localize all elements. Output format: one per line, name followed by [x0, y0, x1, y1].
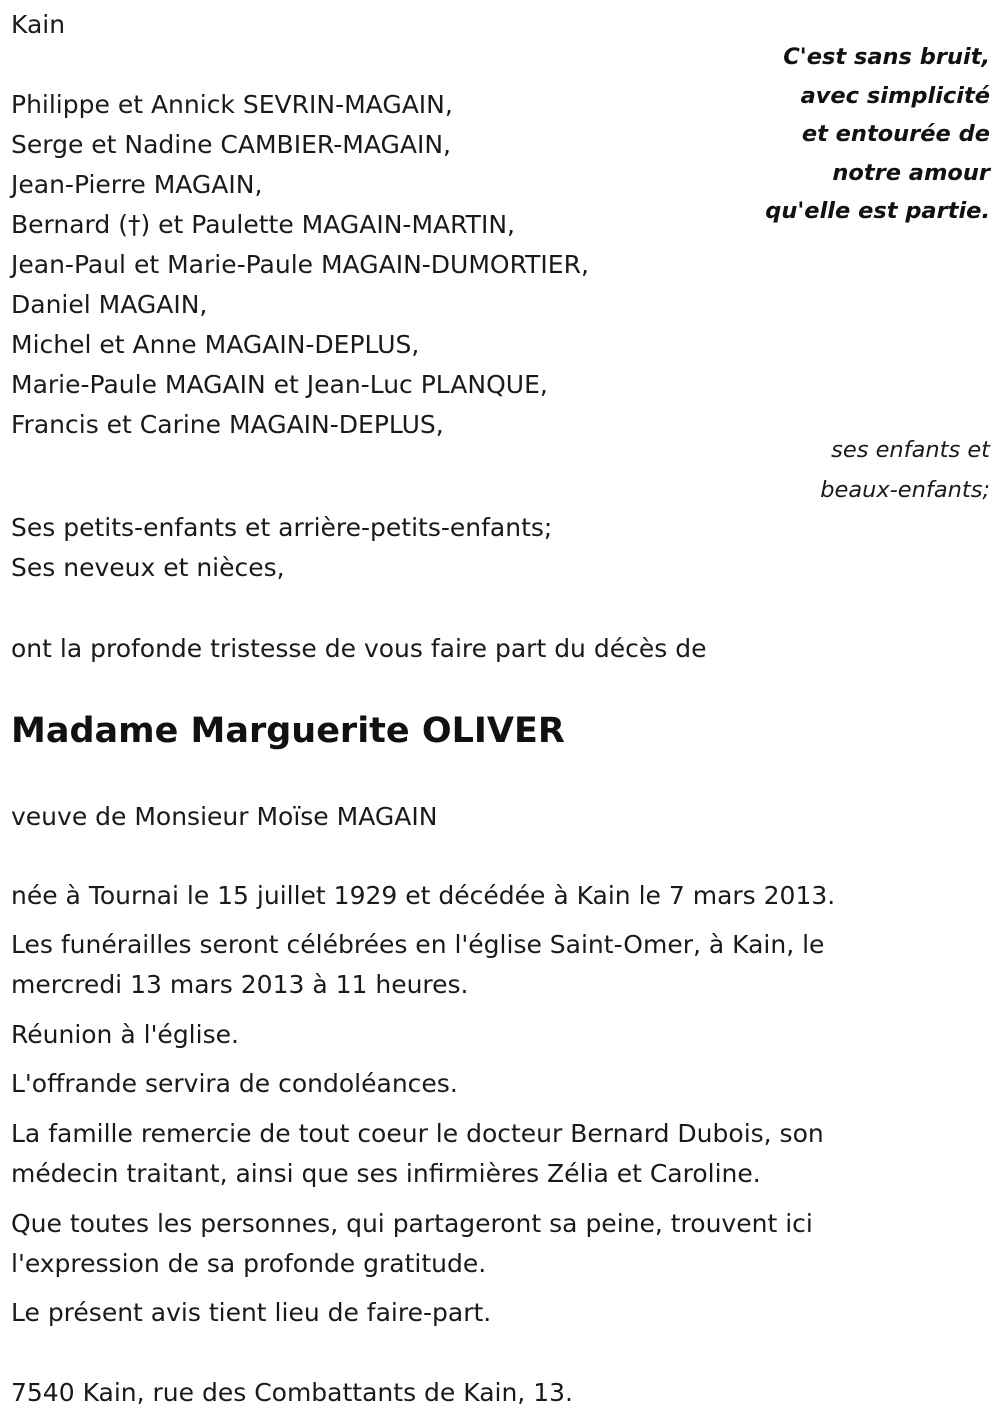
family-member: Francis et Carine MAGAIN-DEPLUS, [11, 410, 444, 439]
family-member: Serge et Nadine CAMBIER-MAGAIN, [11, 130, 451, 159]
family-member: Jean-Pierre MAGAIN, [11, 170, 263, 199]
quote-line: avec simplicité [800, 82, 990, 109]
relation-line: beaux-enfants; [820, 477, 990, 503]
grandchildren-line: Ses petits-enfants et arrière-petits-enfants; [11, 513, 553, 542]
gratitude-paragraph: l'expression de sa profonde gratitude. [11, 1249, 487, 1278]
relation-line: ses enfants et [831, 437, 990, 463]
quote-line: C'est sans bruit, [783, 44, 990, 70]
family-member: Bernard (†) et Paulette MAGAIN-MARTIN, [11, 210, 515, 239]
family-member: Daniel MAGAIN, [11, 290, 208, 319]
deceased-name: Madame Marguerite OLIVER [11, 711, 565, 751]
thanks-paragraph: médecin traitant, ainsi que ses infirmières Zélia et Caroline. [11, 1159, 761, 1188]
birth-death-paragraph: née à Tournai le 15 juillet 1929 et décédée à Kain le 7 mars 2013. [11, 881, 836, 910]
funeral-paragraph: mercredi 13 mars 2013 à 11 heures. [11, 970, 469, 999]
family-member: Jean-Paul et Marie-Paule MAGAIN-DUMORTIER, [11, 250, 589, 279]
funeral-paragraph: Les funérailles seront célébrées en l'église Saint-Omer, à Kain, le [11, 930, 825, 959]
gratitude-paragraph: Que toutes les personnes, qui partageront sa peine, trouvent ici [11, 1209, 813, 1238]
family-member: Philippe et Annick SEVRIN-MAGAIN, [11, 90, 453, 119]
place-header: Kain [11, 10, 66, 39]
widow-of-line: veuve de Monsieur Moïse MAGAIN [11, 802, 438, 831]
quote-line: qu'elle est partie. [765, 198, 990, 224]
address-line: 7540 Kain, rue des Combattants de Kain, 13. [11, 1378, 573, 1407]
family-member: Michel et Anne MAGAIN-DEPLUS, [11, 330, 420, 359]
nephews-line: Ses neveux et nièces, [11, 553, 285, 582]
offering-paragraph: L'offrande servira de condoléances. [11, 1069, 458, 1098]
notice-paragraph: Le présent avis tient lieu de faire-part. [11, 1298, 492, 1327]
family-member: Marie-Paule MAGAIN et Jean-Luc PLANQUE, [11, 370, 548, 399]
quote-line: notre amour [832, 159, 990, 186]
relation-label [820, 430, 990, 510]
thanks-paragraph: La famille remercie de tout coeur le docteur Bernard Dubois, son [11, 1119, 824, 1148]
memorial-quote [765, 38, 990, 231]
quote-line: et entourée de [801, 121, 990, 147]
announcement-line: ont la profonde tristesse de vous faire part du décès de [11, 634, 707, 663]
reunion-paragraph: Réunion à l'église. [11, 1020, 239, 1049]
